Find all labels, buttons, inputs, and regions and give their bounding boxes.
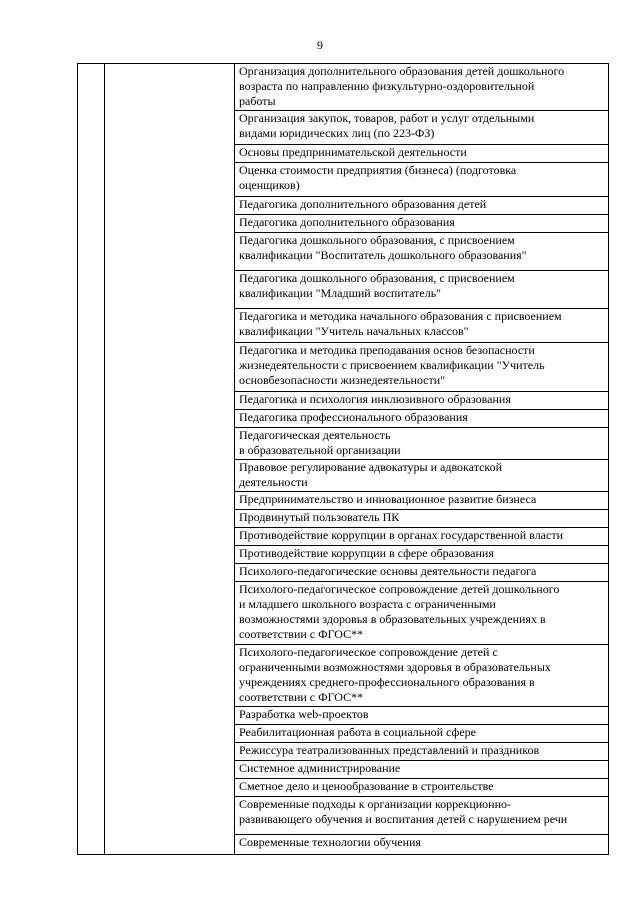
program-name-cell bbox=[235, 410, 609, 428]
page-number: 9 bbox=[317, 38, 323, 52]
program-name: Противодействие коррупции в сфере образования bbox=[239, 546, 494, 560]
program-name-cell bbox=[235, 582, 609, 645]
program-name: Системное администрирование bbox=[239, 761, 401, 775]
program-name-cell bbox=[235, 510, 609, 528]
program-name-cell bbox=[235, 779, 609, 797]
program-name: Педагогика дошкольного образования, с присвоением квалификации "Младший воспитатель" bbox=[239, 271, 515, 300]
program-name: Педагогическая деятельность в образовательной организации bbox=[239, 428, 401, 457]
program-name-cell bbox=[235, 528, 609, 546]
program-name: Современные технологии обучения bbox=[239, 835, 421, 849]
program-name-cell bbox=[235, 428, 609, 460]
program-name: Педагогика и методика преподавания основ безопасности жизнедеятельности с присвоением квалификации "Учитель основбезопасности жизнедеятельности" bbox=[239, 343, 545, 387]
program-name-cell bbox=[235, 392, 609, 410]
program-name-cell bbox=[235, 546, 609, 564]
program-name: Психолого-педагогическое сопровождение детей с ограниченными возможностями здоровья в образовательных учреждениях среднего-профессионального образования в соответствии с ФГОС** bbox=[239, 645, 551, 704]
program-name-cell bbox=[235, 197, 609, 215]
program-name: Сметное дело и ценообразование в строительстве bbox=[239, 779, 494, 793]
program-name: Продвинутый пользователь ПК bbox=[239, 510, 400, 524]
program-name: Педагогика дополнительного образования детей bbox=[239, 197, 487, 211]
program-name: Организация дополнительного образования детей дошкольного возраста по направлению физкультурно-оздоровительной работы bbox=[239, 64, 565, 108]
number-column-cell bbox=[78, 64, 105, 855]
program-name: Организация закупок, товаров, работ и услуг отдельными видами юридических лиц (по 223-ФЗ) bbox=[239, 111, 535, 140]
program-name-cell bbox=[235, 163, 609, 197]
program-name: Противодействие коррупции в органах государственной власти bbox=[239, 528, 563, 542]
program-name: Педагогика и психология инклюзивного образования bbox=[239, 392, 511, 406]
program-name-cell bbox=[235, 835, 609, 855]
program-name: Предпринимательство и инновационное развитие бизнеса bbox=[239, 492, 537, 506]
program-table bbox=[77, 63, 609, 855]
program-name: Психолого-педагогическое сопровождение детей дошкольного и младшего школьного возраста с ограниченными возможностями здоровья в образовательных учреждениях в соответствии с ФГОС** bbox=[239, 582, 560, 641]
program-name-cell bbox=[235, 761, 609, 779]
program-name-cell bbox=[235, 215, 609, 233]
program-name-cell bbox=[235, 460, 609, 492]
program-name: Педагогика профессионального образования bbox=[239, 410, 468, 424]
category-column-cell bbox=[105, 64, 235, 855]
program-name-cell bbox=[235, 111, 609, 145]
program-name-cell bbox=[235, 309, 609, 343]
program-name: Правовое регулирование адвокатуры и адвокатской деятельности bbox=[239, 460, 503, 489]
program-name-cell bbox=[235, 233, 609, 271]
program-name-cell bbox=[235, 797, 609, 835]
program-name-cell bbox=[235, 564, 609, 582]
program-name: Современные подходы к организации коррекционно- развивающего обучения и воспитания детей с нарушением речи bbox=[239, 797, 568, 826]
program-table-body bbox=[78, 64, 609, 855]
program-name-cell bbox=[235, 645, 609, 707]
program-name-cell bbox=[235, 725, 609, 743]
program-name-cell bbox=[235, 743, 609, 761]
program-name: Режиссура театрализованных представлений и праздников bbox=[239, 743, 540, 757]
program-name: Педагогика дошкольного образования, с присвоением квалификации "Воспитатель дошкольного образования" bbox=[239, 233, 527, 262]
program-name: Педагогика дополнительного образования bbox=[239, 215, 455, 229]
program-name: Оценка стоимости предприятия (бизнеса) (подготовка оценщиков) bbox=[239, 163, 517, 192]
program-name: Разработка web-проектов bbox=[239, 707, 369, 721]
program-name-cell bbox=[235, 271, 609, 309]
program-name-cell bbox=[235, 145, 609, 163]
program-name-cell bbox=[235, 707, 609, 725]
program-name-cell bbox=[235, 343, 609, 392]
program-name-cell bbox=[235, 64, 609, 111]
program-name: Психолого-педагогические основы деятельности педагога bbox=[239, 564, 537, 578]
table-row bbox=[78, 64, 609, 111]
program-name: Основы предпринимательской деятельности bbox=[239, 145, 467, 159]
program-name: Педагогика и методика начального образования с присвоением квалификации "Учитель начальных классов" bbox=[239, 309, 562, 338]
program-name-cell bbox=[235, 492, 609, 510]
program-name: Реабилитационная работа в социальной сфере bbox=[239, 725, 476, 739]
